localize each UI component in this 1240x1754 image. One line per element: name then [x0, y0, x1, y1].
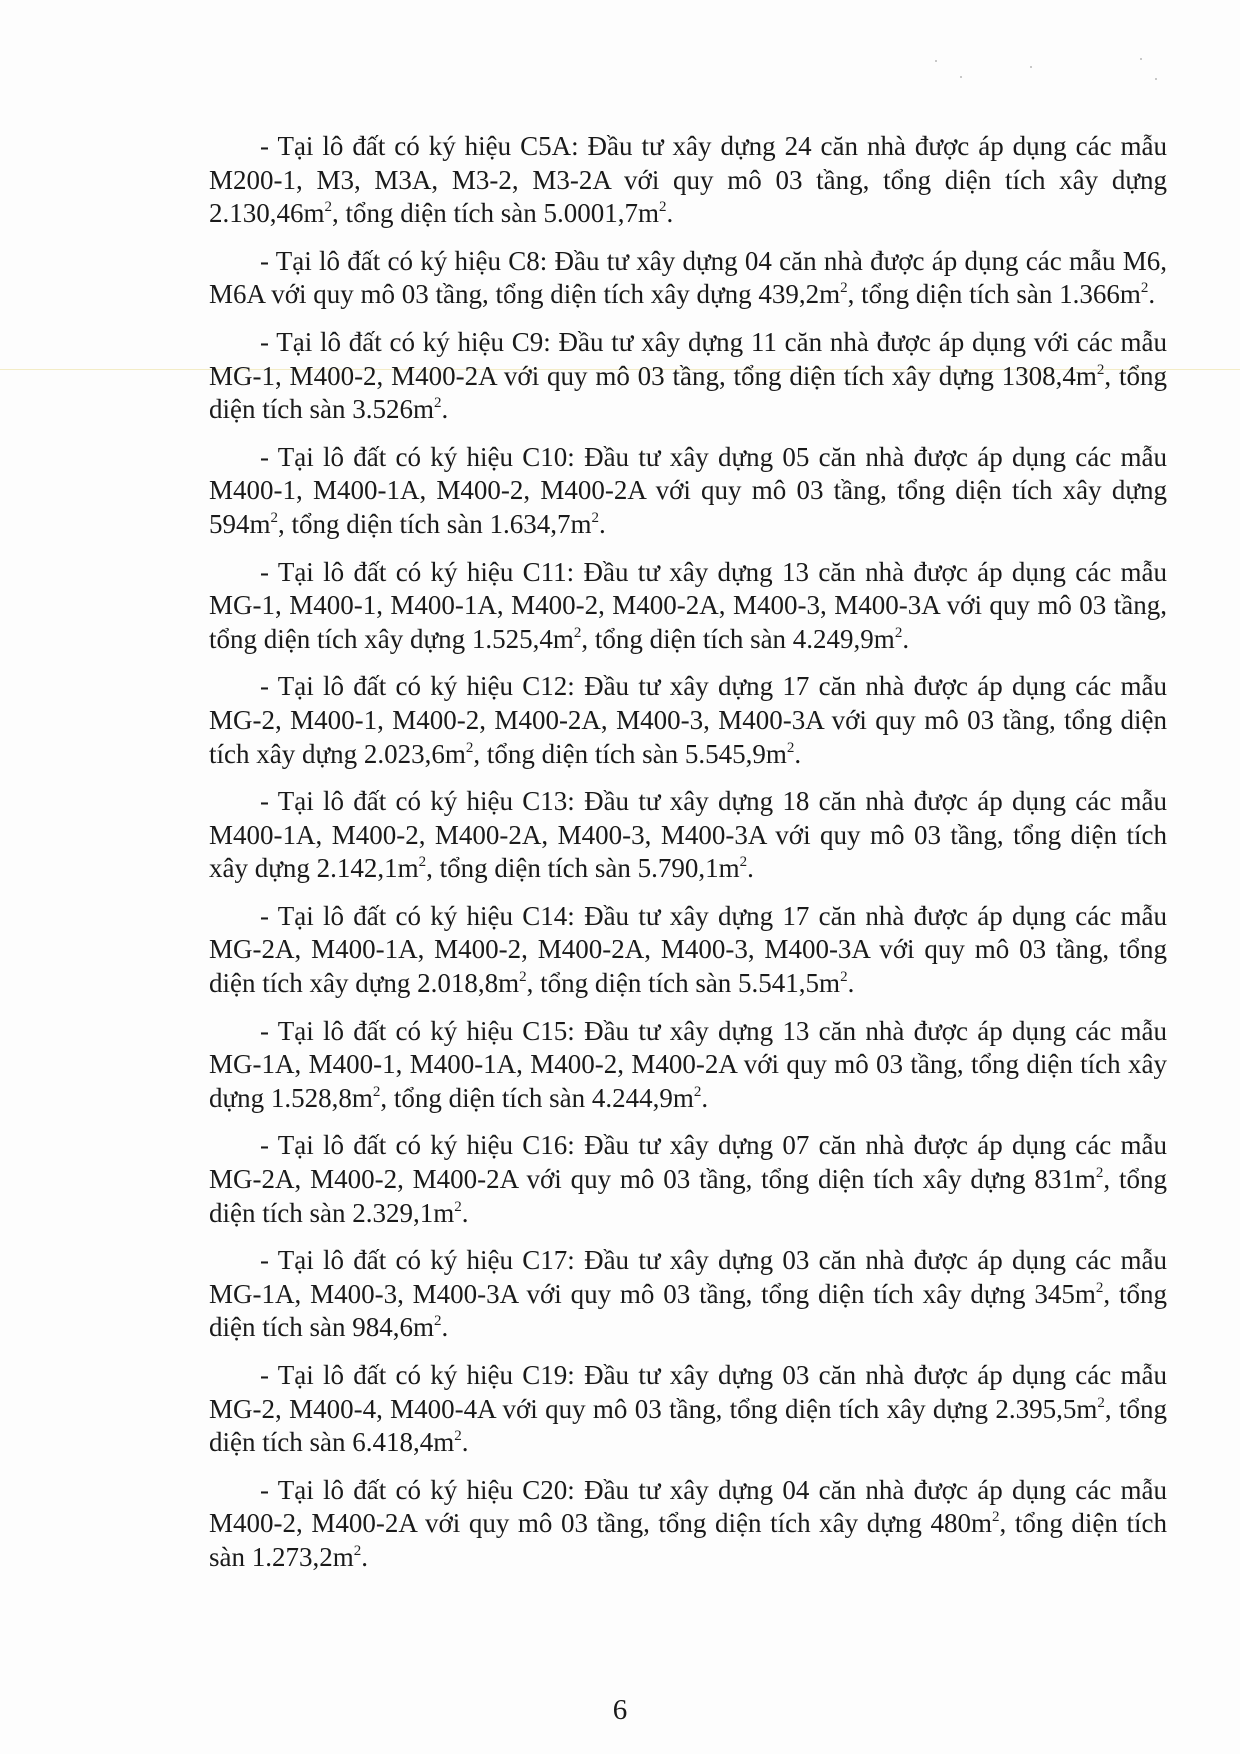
scan-speck [1155, 78, 1157, 80]
paragraph-text: - Tại lô đất có ký hiệu C10: Đầu tư xây dựng 05 căn nhà được áp dụng các mẫu M400-1, M400-1A, M400-2, M400-2A với quy mô 03 tầng, tổng diện tích xây dựng 594m [209, 441, 1167, 539]
paragraph-text: , tổng diện tích sàn 6.418,4m [209, 1393, 1167, 1458]
paragraph-text: - Tại lô đất có ký hiệu C9: Đầu tư xây dựng 11 căn nhà được áp dụng với các mẫu MG-1, M400-2, M400-2A với quy mô 03 tầng, tổng diện tích xây dựng 1308,4m [209, 326, 1167, 391]
paragraph-text: . [1148, 279, 1156, 310]
paragraph-text: - Tại lô đất có ký hiệu C20: Đầu tư xây dựng 04 căn nhà được áp dụng các mẫu M400-2, M400-2A với quy mô 03 tầng, tổng diện tích xây dựng 480m [209, 1474, 1167, 1539]
superscript: 2 [433, 1313, 442, 1330]
superscript: 2 [353, 1542, 362, 1559]
paragraph-text: - Tại lô đất có ký hiệu C14: Đầu tư xây dựng 17 căn nhà được áp dụng các mẫu MG-2A, M400-1A, M400-2, M400-2A, M400-3, M400-3A với quy mô 03 tầng, tổng diện tích xây dựng 2.018,8m [209, 900, 1167, 999]
paragraph [209, 1474, 1167, 1575]
paragraph-text: . [666, 198, 674, 229]
superscript: 2 [372, 1083, 381, 1100]
paragraph-text: . [461, 1427, 469, 1458]
superscript: 2 [573, 624, 582, 641]
superscript: 2 [465, 739, 474, 756]
superscript: 2 [270, 509, 279, 526]
superscript: 2 [433, 395, 442, 412]
superscript: 2 [693, 1083, 702, 1100]
paragraph-text: - Tại lô đất có ký hiệu C11: Đầu tư xây dựng 13 căn nhà được áp dụng các mẫu MG-1, M400-1, M400-1A, M400-2, M400-2A, M400-3, M400-3A với quy mô 03 tầng, tổng diện tích xây dựng 1.525,4m [209, 556, 1167, 654]
scan-speck [1140, 58, 1142, 60]
superscript: 2 [1097, 1394, 1105, 1411]
superscript: 2 [991, 1509, 1000, 1526]
paragraph-text: , tổng diện tích sàn 1.366m [847, 279, 1141, 310]
paragraph-text: . [461, 1197, 469, 1228]
paragraph-text: . [598, 508, 606, 539]
paragraph-text: , tổng diện tích sàn 4.244,9m [380, 1082, 694, 1113]
superscript: 2 [418, 854, 427, 871]
paragraph-text: - Tại lô đất có ký hiệu C15: Đầu tư xây dựng 13 căn nhà được áp dụng các mẫu MG-1A, M400-1, M400-1A, M400-2, M400-2A với quy mô 03 tầng, tổng diện tích xây dựng 1.528,8m [209, 1015, 1167, 1113]
paragraph-text: , tổng diện tích sàn 5.790,1m [426, 853, 740, 884]
paragraph-text: , tổng diện tích sàn 4.249,9m [581, 623, 895, 654]
superscript: 2 [739, 854, 748, 871]
paragraph [209, 1244, 1167, 1345]
paragraph-text: . [701, 1082, 709, 1113]
paragraph [209, 670, 1167, 771]
paragraph-text: , tổng diện tích sàn 5.541,5m [526, 968, 841, 999]
superscript: 2 [840, 969, 848, 986]
paragraph-text: - Tại lô đất có ký hiệu C5A: Đầu tư xây dựng 24 căn nhà được áp dụng các mẫu M200-1, M3, M3A, M3-2, M3-2A với quy mô 03 tầng, tổng diện tích xây dựng 2.130,46m [209, 131, 1167, 229]
paragraph-text: . [361, 1541, 368, 1572]
paragraph [209, 441, 1167, 542]
superscript: 2 [454, 1428, 462, 1445]
paragraph [209, 1015, 1167, 1116]
paragraph-text: . [441, 394, 449, 425]
superscript: 2 [1095, 1165, 1104, 1182]
superscript: 2 [840, 280, 848, 297]
paragraph-text: - Tại lô đất có ký hiệu C17: Đầu tư xây dựng 03 căn nhà được áp dụng các mẫu MG-1A, M400-3, M400-3A với quy mô 03 tầng, tổng diện tích xây dựng 345m [209, 1245, 1167, 1309]
paragraph-text: . [902, 623, 910, 654]
paragraph-text: , tổng diện tích sàn 5.545,9m [473, 738, 787, 769]
paragraph-text: , tổng diện tích sàn 2.329,1m [209, 1164, 1167, 1228]
superscript: 2 [519, 969, 527, 986]
superscript: 2 [1140, 280, 1149, 297]
scan-speck [960, 76, 962, 78]
superscript: 2 [1096, 361, 1105, 378]
paragraph-text: , tổng diện tích sàn 984,6m [209, 1278, 1167, 1343]
paragraph [209, 785, 1167, 886]
paragraph-text: . [441, 1312, 449, 1343]
paragraph-text: - Tại lô đất có ký hiệu C8: Đầu tư xây dựng 04 căn nhà được áp dụng các mẫu M6, M6A với quy mô 03 tầng, tổng diện tích xây dựng 439,2m [209, 245, 1167, 310]
body-text [209, 130, 1167, 1589]
paragraph-text: , tổng diện tích sàn 1.273,2m [209, 1508, 1167, 1572]
superscript: 2 [324, 199, 333, 216]
scan-speck [935, 60, 937, 62]
paragraph [209, 326, 1167, 427]
paragraph [209, 130, 1167, 231]
superscript: 2 [1095, 1279, 1104, 1296]
paragraph-text: - Tại lô đất có ký hiệu C16: Đầu tư xây dựng 07 căn nhà được áp dụng các mẫu MG-2A, M400-2, M400-2A với quy mô 03 tầng, tổng diện tích xây dựng 831m [209, 1130, 1167, 1195]
superscript: 2 [454, 1198, 462, 1215]
paragraph [209, 1359, 1167, 1460]
paragraph-text: . [794, 738, 802, 769]
superscript: 2 [786, 739, 795, 756]
paragraph-text: - Tại lô đất có ký hiệu C19: Đầu tư xây dựng 03 căn nhà được áp dụng các mẫu MG-2, M400-4, M400-4A với quy mô 03 tầng, tổng diện tích xây dựng 2.395,5m [209, 1360, 1167, 1424]
scan-speck [1030, 66, 1032, 68]
paragraph [209, 1129, 1167, 1230]
superscript: 2 [591, 509, 599, 526]
paragraph-text: . [847, 968, 855, 999]
paragraph-text: , tổng diện tích sàn 3.526m [209, 360, 1167, 425]
paragraph-text: . [747, 853, 754, 884]
paragraph-text: - Tại lô đất có ký hiệu C13: Đầu tư xây dựng 18 căn nhà được áp dụng các mẫu M400-1A, M400-2, M400-2A, M400-3, M400-3A với quy mô 03 tầng, tổng diện tích xây dựng 2.142,1m [209, 786, 1167, 884]
paragraph [209, 556, 1167, 657]
superscript: 2 [658, 199, 667, 216]
paragraph-text: , tổng diện tích sàn 5.0001,7m [332, 198, 659, 229]
superscript: 2 [894, 624, 903, 641]
paragraph [209, 900, 1167, 1001]
paragraph [209, 245, 1167, 312]
paragraph-text: , tổng diện tích sàn 1.634,7m [278, 508, 592, 539]
page-number: 6 [612, 1694, 628, 1726]
paragraph-text: - Tại lô đất có ký hiệu C12: Đầu tư xây dựng 17 căn nhà được áp dụng các mẫu MG-2, M400-1, M400-2, M400-2A, M400-3, M400-3A với quy mô 03 tầng, tổng diện tích xây dựng 2.023,6m [209, 671, 1167, 769]
